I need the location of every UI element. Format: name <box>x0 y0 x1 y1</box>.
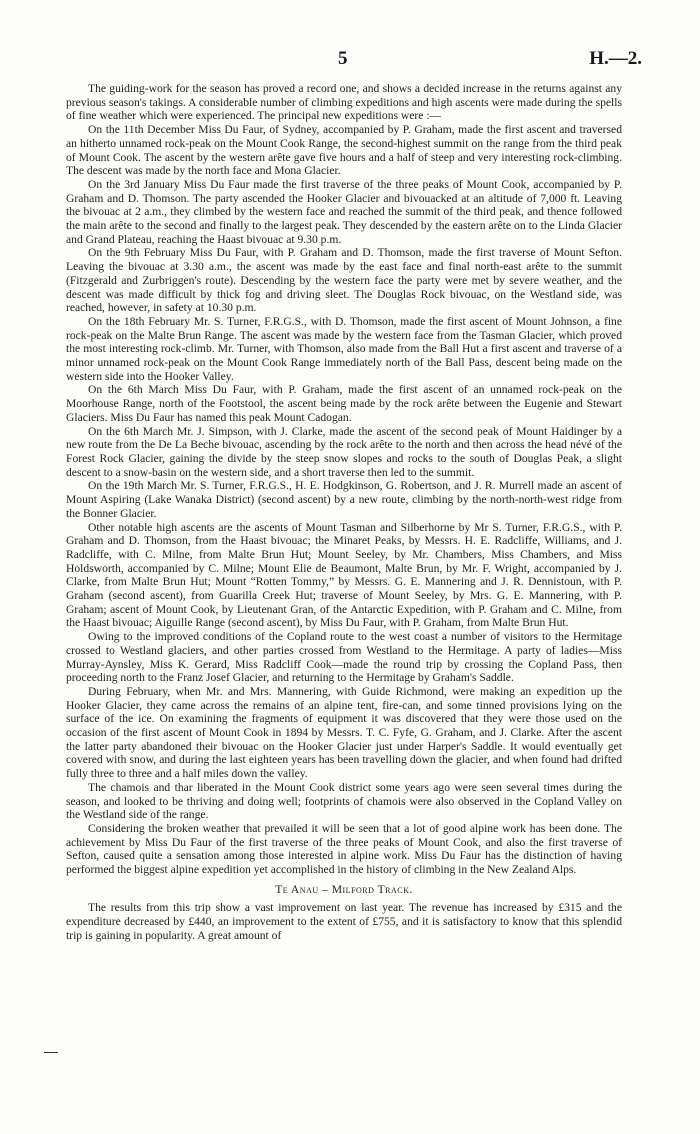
paragraph-6th-march-cadogan: On the 6th March Miss Du Faur, with P. Graham, made the first ascent of an unnamed rock-peak on the Moorhouse Range, north of the Footstool, the ascent being made by the rock arête between the Eugenie and Stewart Glaciers. Miss Du Faur has named this peak Mount Cadogan. <box>66 383 622 424</box>
margin-mark <box>44 1052 58 1053</box>
paragraph-19th-march: On the 19th March Mr. S. Turner, F.R.G.S., H. E. Hodgkinson, G. Robertson, and J. R. Murrell made an ascent of Mount Aspiring (Lake Wanaka District) (second ascent) by a new route, climbing by the north-north-west ridge from the Bonner Glacier. <box>66 479 622 520</box>
paragraph-intro: The guiding-work for the season has proved a record one, and shows a decided increase in the returns against any previous season's takings. A considerable number of climbing expeditions and high ascents were made during the spells of fine weather which were experienced. The principal new expeditions were :— <box>66 82 622 123</box>
page-header <box>0 48 700 78</box>
paragraph-chamois: The chamois and thar liberated in the Mount Cook district some years ago were seen several times during the season, and looked to be thriving and doing well; footprints of chamois were also observed in the Copland Valley on the Westland side of the range. <box>66 780 622 822</box>
paragraph-6th-march-haidinger: On the 6th March Mr. J. Simpson, with J. Clarke, made the ascent of the second peak of Mount Haidinger by a new route from the De La Beche bivouac, ascending by the rock arête to the north and then across the head névé of the Forest Rock Glacier, gaining the divide by the steep snow slopes and rocks to the south of Douglas Peak, a slight descent to a snow-basin on the western side, and a short traverse then led to the summit. <box>66 424 622 479</box>
paragraph-milford-results: The results from this trip show a vast improvement on last year. The revenue has increased by £315 and the expenditure decreased by £440, an improvement to the extent of £755, and it is satisfactory to know that this splendid trip is gaining in popularity. A great amount of <box>66 901 622 942</box>
section-heading: Te Anau – Milford Track. <box>275 882 413 896</box>
paragraph-9th-february: On the 9th February Miss Du Faur, with P. Graham and D. Thomson, made the first traverse of Mount Sefton. Leaving the bivouac at 3.30 a.m., the ascent was made by the east face and final north-east arête to the summit (Fitzgerald and Zurbriggen's route). Descending by the western face the party were met by severe weather, and the descent was made difficult by thick fog and driving sleet. The Douglas Rock bivouac, on the Westland side, was reached, however, in safety at 10.30 p.m. <box>66 246 622 315</box>
paragraph-other-ascents: Other notable high ascents are the ascents of Mount Tasman and Silberhorne by Mr S. Turner, F.R.G.S., with P. Graham and D. Thomson, from the Haast bivouac; the Minaret Peaks, by Messrs. H. E. Radcliffe, Williams, and J. Radcliffe, with C. Milne, from Malte Brun Hut; Mount Seeley, by Mr. Chambers, Miss Chambers, and Miss Holdsworth, accompanied by C. Milne; Mount Elie de Beaumont, Malte Brun, by Mr. F. Wright, accompanied by J. Clarke, from Malte Brun Hut; Mount “Rotten Tommy,” by Messrs. G. E. Mannering and J. R. Dennistoun, with P. Graham (second ascent), from Guarilla Creek Hut; traverse of Mount Seeley, by Mrs. G. E. Mannering, with P. Graham; ascent of Mount Cook, by Lieutenant Gran, of the Antarctic Expedition, with P. Graham and C. Milne, from the Haast bivouac; Aiguille Range (second ascent), by Miss Du Faur, with P. Graham, from Malte Brun Hut. <box>66 520 622 630</box>
paragraph-3rd-january: On the 3rd January Miss Du Faur made the first traverse of the three peaks of Mount Cook, accompanied by P. Graham and D. Thomson. The party ascended the Hooker Glacier and bivouacked at an altitude of 7,000 ft. Leaving the bivouac at 2 a.m., they climbed by the western face and reached the summit of the third peak, and thence followed the main arête to the second and finally to the largest peak. They descended by the eastern arête on to the Linda Glacier and Grand Plateau, reaching the Haast bivouac at 9.30 p.m. <box>66 177 622 246</box>
document-code: H.—2. <box>589 48 642 69</box>
paragraph-february-discovery: During February, when Mr. and Mrs. Mannering, with Guide Richmond, were making an expedition up the Hooker Glacier, they came across the remains of an alpine tent, fire-can, and some tinned provisions lying on the surface of the ice. On examining the fragments of equipment it was discovered that they were those used on the occasion of the first ascent of Mount Cook in 1894 by Messrs. T. C. Fyfe, G. Graham, and J. Clarke. After the ascent the latter party abandoned their bivouac on the Hooker Glacier just under Harper's Saddle. It would eventually get covered with snow, and during the last eighteen years has been travelling down the glacier, and when found had drifted fully three to three and a half miles down the valley. <box>66 684 622 781</box>
page-number: 5 <box>338 48 348 69</box>
paragraph-conclusion: Considering the broken weather that prevailed it will be seen that a lot of good alpine work has been done. The achievement by Miss Du Faur of the first traverse of the three peaks of Mount Cook, and also the first traverse of Sefton, caused quite a sensation among those interested in alpine work. Miss Du Faur has the distinction of having performed the biggest alpine expedition yet accomplished in the history of climbing in the New Zealand Alps. <box>66 821 622 877</box>
paragraph-18th-february: On the 18th February Mr. S. Turner, F.R.G.S., with D. Thomson, made the first ascent of Mount Johnson, a fine rock-peak on the Malte Brun Range. The ascent was made by the western face from the Tasman Glacier, which proved the most interesting rock-climb. Mr. Turner, with Thomson, also made from the Ball Hut a first ascent and traverse of a minor unnamed rock-peak on the Mount Cook Range immediately north of the Ball Pass, descent being made on the western side into the Hooker Valley. <box>66 314 622 383</box>
paragraph-copland-route: Owing to the improved conditions of the Copland route to the west coast a number of visitors to the Hermitage crossed to Westland glaciers, and other parties crossed from Westland to the Hermitage. A party of ladies—Miss Murray-Aynsley, Miss K. Gerard, Miss Radcliff Cook—made the round trip by crossing the Copland Pass, then proceeding north to the Franz Josef Glacier, and returning to the Hermitage by Graham's Saddle. <box>66 630 622 685</box>
body-text <box>66 82 622 943</box>
paragraph-11th-december: On the 11th December Miss Du Faur, of Sydney, accompanied by P. Graham, made the first ascent and traversed an hitherto unnamed rock-peak on the Mount Cook Range, the second-highest summit on the range from the third peak of Mount Cook. The ascent by the western arête gave five hours and a half of steep and very interesting rock-climbing. The descent was made by the north face and Mona Glacier. <box>66 123 622 178</box>
